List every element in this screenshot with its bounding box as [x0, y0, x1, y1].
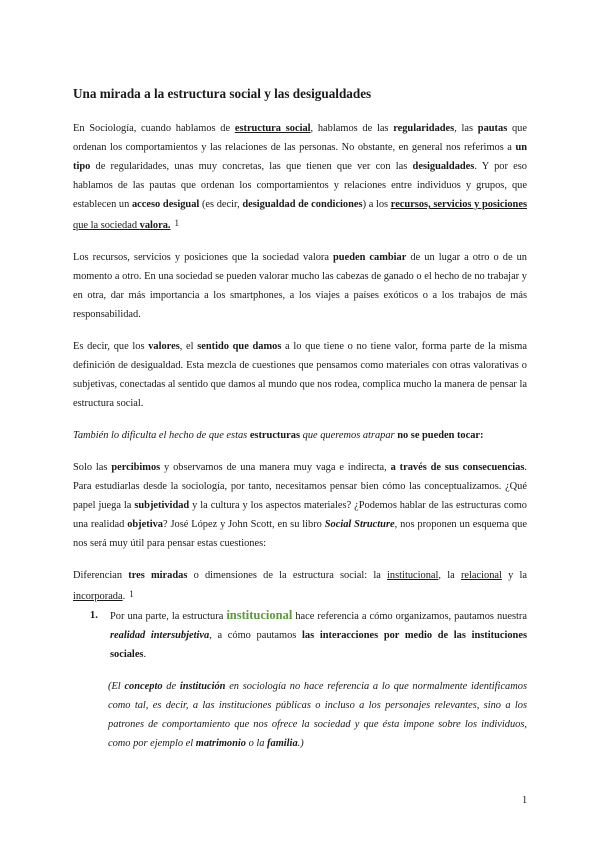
term-objetiva: objetiva [127, 519, 163, 530]
term-estructuras: estructuras [249, 430, 301, 441]
term-estructura-social: estructura social [234, 123, 311, 134]
numbered-list [90, 606, 527, 664]
text: o dimensiones de la estructura social: la [187, 570, 388, 581]
text: (es decir, [199, 199, 243, 210]
term-recursos: recursos, servicios y posiciones [390, 199, 527, 210]
term-no-se-pueden-tocar: no se pueden tocar: [397, 430, 484, 441]
term-acceso-desigual: acceso desigual [131, 199, 200, 210]
term-regularidades: regularidades [393, 123, 455, 134]
text: de regularidades, unas muy concretas, las que tienen que ver con las [90, 161, 413, 172]
term-institucional-highlight: institucional [226, 608, 293, 622]
text: . [143, 649, 147, 660]
text: y la [501, 570, 528, 581]
text: Por una parte, la estructura [110, 611, 227, 622]
footnote-marker[interactable]: 1 [129, 589, 134, 599]
text: de [162, 681, 180, 692]
term-percibimos: percibimos [111, 462, 161, 473]
text: o la [245, 738, 268, 749]
term-interacciones: las interacciones por medio de las instituciones sociales [110, 630, 527, 660]
text: Es decir, que los [73, 341, 149, 352]
term-desigualdad-condiciones: desigualdad de condiciones [242, 199, 363, 210]
text: , hablamos de las [310, 123, 394, 134]
text: ? José López y John Scott, en su libro [163, 519, 325, 530]
paragraph-6 [73, 566, 527, 606]
term-relacional: relacional [460, 570, 502, 581]
text: Diferencian [73, 570, 129, 581]
text: a lo que tiene o no tiene valor, forma parte de la misma definición de desigualdad. Esta mezcla de cuestiones que pensamos como materiales con otras valorativas o subjetivas, conectadas al sentido que damos al mundo que nos rodea, complica mucho la manera de pensar la estructura social. [73, 341, 527, 409]
term-pueden-cambiar: pueden cambiar [333, 252, 407, 263]
paragraph-3 [73, 337, 527, 413]
list-item [110, 606, 527, 664]
text: (El [108, 681, 125, 692]
text: ) a los [362, 199, 391, 210]
document-body [73, 86, 527, 619]
text: , a cómo pautamos [209, 630, 303, 641]
term-incorporada: incorporada [73, 591, 123, 602]
text: , nos proponen un esquema que nos será muy útil para pensar estas cuestiones: [73, 519, 527, 549]
text: de un lugar a otro o de un momento a otro. En una sociedad se pueden valorar mucho las cabezas de ganado o el hecho de no trabajar y en otra, dar más importancia a los smartphones, a los viajes a países exóticos o a los trabajos de más responsabilidad. [73, 252, 528, 320]
paragraph-4 [73, 426, 527, 445]
page-title: Una mirada a la estructura social y las desigualdades [73, 86, 372, 101]
text: y la cultura y los aspectos materiales? ¿Podemos hablar de las estructuras como una realidad [73, 500, 527, 530]
text: y observamos de una manera muy vaga e indirecta, [160, 462, 391, 473]
term-un-tipo: un tipo [73, 142, 527, 172]
text: que queremos atrapar [300, 430, 398, 441]
term-sentido: sentido que damos [197, 341, 282, 352]
term-institucional: institucional [387, 570, 439, 581]
text: hace referencia a cómo organizamos, pautamos nuestra [292, 611, 527, 622]
term-desigualdades: desigualdades [412, 161, 475, 172]
term-tres-miradas: tres miradas [128, 570, 188, 581]
term-institucion: institución [179, 681, 226, 692]
text: Los recursos, servicios y posiciones que la sociedad valora [73, 252, 334, 263]
text: . [122, 591, 126, 602]
text: En Sociología, cuando hablamos de [73, 123, 235, 134]
term-realidad-intersubjetiva: realidad intersubjetiva [110, 630, 210, 641]
term-concepto: concepto [124, 681, 163, 692]
text: , el [179, 341, 198, 352]
paragraph-5 [73, 458, 527, 553]
paragraph-2 [73, 248, 527, 324]
text: , las [454, 123, 478, 134]
text: .) [297, 738, 304, 749]
paragraph-1 [73, 119, 527, 235]
term-pautas: pautas [477, 123, 508, 134]
term-familia: familia [267, 738, 298, 749]
term-consecuencias: a través de sus consecuencias [390, 462, 525, 473]
term-subjetividad: subjetividad [134, 500, 190, 511]
text: que la sociedad [73, 220, 140, 231]
list-number: 1. [90, 610, 98, 621]
text: . Para estudiarlas desde la sociología, por tanto, necesitamos pensar bien cómo las conceptualizamos. ¿Qué papel juega la [73, 462, 527, 511]
book-title: Social Structure [324, 519, 395, 530]
text: Solo las [73, 462, 112, 473]
text: , la [438, 570, 461, 581]
text: . Y por eso hablamos de las pautas que ordenan los comportamientos y relaciones entre individuos y grupos, que establecen un [73, 161, 528, 210]
text: que ordenan los comportamientos y las relaciones de las personas. No obstante, en general nos referimos a [73, 123, 527, 153]
term-valores: valores [148, 341, 180, 352]
term-matrimonio: matrimonio [195, 738, 246, 749]
term-valora: valora. [139, 220, 171, 231]
page-number: 1 [522, 795, 528, 806]
text: También lo dificulta el hecho de que estas [73, 430, 250, 441]
text: en sociología no hace referencia a lo que normalmente identificamos como tal, es decir, a las instituciones públicas o incluso a los personajes relevantes, sino a los patrones de comportamiento que nos ofrece la sociedad y que ésta impone sobre los individuos, como por ejemplo el [108, 681, 527, 749]
footnote-marker[interactable]: 1 [174, 218, 180, 228]
parenthetical-note [108, 677, 527, 753]
